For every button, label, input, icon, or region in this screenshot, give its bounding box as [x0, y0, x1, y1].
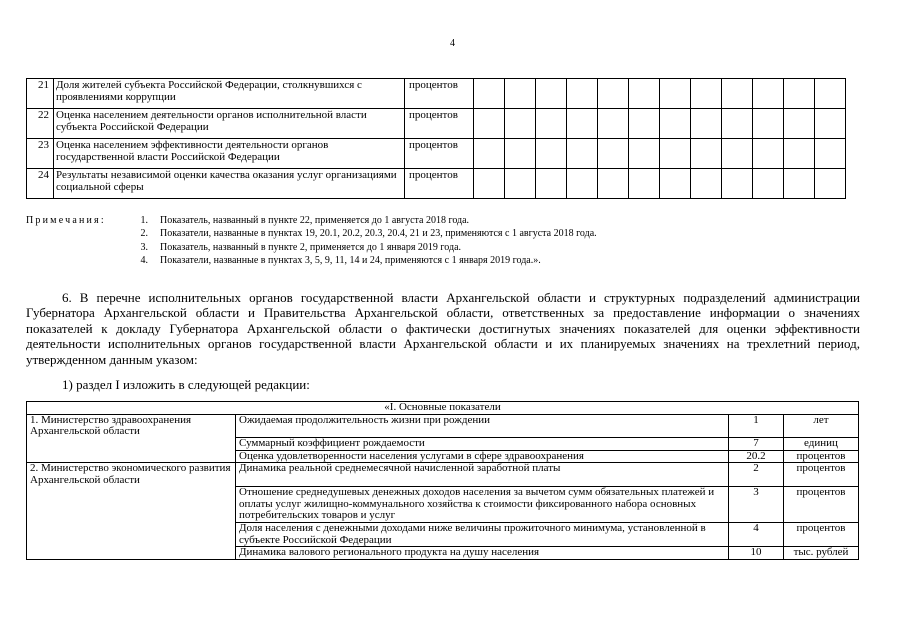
- indicator-unit: процентов: [405, 139, 474, 169]
- page-number: 4: [450, 38, 455, 49]
- value-cell: [691, 79, 722, 109]
- table-row: [27, 547, 859, 560]
- indicator-value: 10: [729, 547, 784, 560]
- indicator-value: 4: [729, 522, 784, 546]
- notes-label: Примечания:: [26, 215, 106, 226]
- value-cell: [474, 79, 505, 109]
- value-cell: [567, 79, 598, 109]
- table-row: [27, 139, 846, 169]
- note-item: [126, 241, 597, 254]
- indicator-name: Отношение среднедушевых денежных доходов населения за вычетом сумм обязательных платежей и оплаты услуг жилищно-коммунального хозяйства к стоимости фиксированного набора основных потребительских товаров и услуг: [236, 487, 729, 523]
- indicator-unit: процентов: [784, 522, 859, 546]
- ministry-cell: [27, 547, 236, 560]
- value-cell: [722, 79, 753, 109]
- value-cell: [474, 169, 505, 199]
- note-item: [126, 227, 597, 240]
- notes-list: [126, 214, 597, 268]
- indicator-unit: единиц: [784, 438, 859, 451]
- ministry-cell: [27, 438, 236, 451]
- value-cell: [505, 139, 536, 169]
- value-cell: [753, 79, 784, 109]
- note-number: 1.: [140, 215, 148, 226]
- note-text: Показатель, названный в пункте 22, применяется до 1 августа 2018 года.: [160, 215, 470, 226]
- indicator-unit: процентов: [784, 450, 859, 463]
- table-header-row: [27, 402, 859, 415]
- value-cell: [784, 169, 815, 199]
- indicator-unit: процентов: [405, 109, 474, 139]
- table-row: [27, 463, 859, 487]
- note-number: 4.: [140, 255, 148, 267]
- value-cell: [505, 79, 536, 109]
- value-cell: [505, 169, 536, 199]
- row-number: 22: [27, 109, 54, 139]
- indicator-name: Динамика валового регионального продукта на душу населения: [236, 547, 729, 560]
- indicator-value: 2: [729, 463, 784, 487]
- value-cell: [660, 139, 691, 169]
- value-cell: [753, 139, 784, 169]
- main-indicators-table: [26, 401, 859, 560]
- value-cell: [474, 109, 505, 139]
- value-cell: [567, 169, 598, 199]
- value-cell: [815, 139, 846, 169]
- indicator-unit: процентов: [784, 463, 859, 487]
- value-cell: [629, 109, 660, 139]
- value-cell: [691, 109, 722, 139]
- value-cell: [598, 169, 629, 199]
- value-cell: [629, 139, 660, 169]
- row-number: 23: [27, 139, 54, 169]
- ministry-cell: [27, 487, 236, 523]
- indicator-unit: процентов: [405, 169, 474, 199]
- note-text: Показатели, названные в пунктах 3, 5, 9, 11, 14 и 24, применяются с 1 января 2019 года.».: [160, 255, 541, 267]
- table-row: [27, 438, 859, 451]
- value-cell: [722, 139, 753, 169]
- value-cell: [660, 169, 691, 199]
- body-paragraph: 6. В перечне исполнительных органов государственной власти Архангельской области и структурных подразделений администрации Губернатора Архангельской области и Правительства Архангельской области, ответственных за предоставление информации о значениях показателей к докладу Губернатора Архангельской области о фактически достигнутых значениях показателей для оценки эффективности деятельности исполнительных органов государственной власти Архангельской области и их планируемых значениях на трехлетний период, утвержденном данным указом:: [26, 290, 860, 367]
- value-cell: [691, 169, 722, 199]
- ministry-cell: [27, 450, 236, 463]
- indicator-unit: процентов: [784, 487, 859, 523]
- indicator-value: 1: [729, 414, 784, 438]
- table-row: [27, 487, 859, 523]
- value-cell: [815, 109, 846, 139]
- section-heading: «I. Основные показатели: [27, 402, 859, 415]
- value-cell: [815, 169, 846, 199]
- value-cell: [784, 109, 815, 139]
- value-cell: [567, 139, 598, 169]
- table-row: [27, 79, 846, 109]
- value-cell: [722, 169, 753, 199]
- row-number: 21: [27, 79, 54, 109]
- value-cell: [474, 139, 505, 169]
- value-cell: [660, 109, 691, 139]
- indicator-unit: лет: [784, 414, 859, 438]
- value-cell: [753, 169, 784, 199]
- table-row: [27, 522, 859, 546]
- value-cell: [598, 139, 629, 169]
- indicator-value: 7: [729, 438, 784, 451]
- table-row: [27, 169, 846, 199]
- value-cell: [598, 109, 629, 139]
- indicator-name: Доля жителей субъекта Российской Федерации, столкнувшихся с проявлениями коррупции: [54, 79, 405, 109]
- value-cell: [536, 79, 567, 109]
- indicator-name: Суммарный коэффициент рождаемости: [236, 438, 729, 451]
- note-item: [126, 214, 597, 227]
- value-cell: [536, 169, 567, 199]
- indicator-value: 3: [729, 487, 784, 523]
- value-cell: [505, 109, 536, 139]
- indicator-name: Результаты независимой оценки качества оказания услуг организациями социальной сферы: [54, 169, 405, 199]
- indicator-name: Оценка населением деятельности органов исполнительной власти субъекта Российской Федерации: [54, 109, 405, 139]
- indicator-name: Динамика реальной среднемесячной начисленной заработной платы: [236, 463, 729, 487]
- indicator-unit: процентов: [405, 79, 474, 109]
- value-cell: [691, 139, 722, 169]
- value-cell: [567, 109, 598, 139]
- indicator-name: Оценка удовлетворенности населения услугами в сфере здравоохранения: [236, 450, 729, 463]
- value-cell: [660, 79, 691, 109]
- table-row: [27, 450, 859, 463]
- value-cell: [629, 79, 660, 109]
- value-cell: [722, 109, 753, 139]
- table-row: [27, 414, 859, 438]
- note-item: [126, 254, 597, 267]
- note-number: 3.: [140, 241, 148, 253]
- value-cell: [753, 109, 784, 139]
- value-cell: [784, 139, 815, 169]
- note-text: Показатели, названные в пунктах 19, 20.1, 20.2, 20.3, 20.4, 21 и 23, применяются с 1 августа 2018 года.: [160, 228, 597, 240]
- indicator-name: Ожидаемая продолжительность жизни при рождении: [236, 414, 729, 438]
- value-cell: [536, 139, 567, 169]
- ministry-cell: [27, 522, 236, 546]
- indicators-table: [26, 78, 846, 199]
- indicator-unit: тыс. рублей: [784, 547, 859, 560]
- ministry-name: 1. Министерство здравоохранения Архангельской области: [27, 414, 236, 438]
- ministry-name: 2. Министерство экономического развития Архангельской области: [27, 463, 236, 487]
- value-cell: [536, 109, 567, 139]
- table-row: [27, 109, 846, 139]
- value-cell: [629, 169, 660, 199]
- indicator-name: Оценка населением эффективности деятельности органов государственной власти Российской Федерации: [54, 139, 405, 169]
- list-item: 1) раздел I изложить в следующей редакции:: [62, 377, 310, 392]
- value-cell: [598, 79, 629, 109]
- note-number: 2.: [140, 228, 148, 240]
- indicator-value: 20.2: [729, 450, 784, 463]
- value-cell: [784, 79, 815, 109]
- row-number: 24: [27, 169, 54, 199]
- indicator-name: Доля населения с денежными доходами ниже величины прожиточного минимума, установленной в субъекте Российской Федерации: [236, 522, 729, 546]
- value-cell: [815, 79, 846, 109]
- note-text: Показатель, названный в пункте 2, применяется до 1 января 2019 года.: [160, 241, 462, 253]
